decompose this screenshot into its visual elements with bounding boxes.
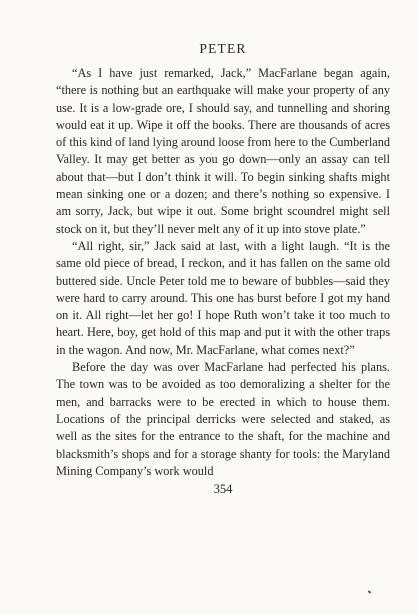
paragraph-2: “All right, sir,” Jack said at last, with a light laugh. “It is the same old piece of bread, I reckon, and it has fallen on the same old buttered side. Uncle Peter told me to beware of bubbles—said they were hard to carry around. This one has burst before I got my hand on it. All right—let her go! I hope Ruth won’t take it too much to heart. Here, boy, get hold of this map and put it with the other traps in the wagon. And now, Mr. MacFarlane, what comes next?” xyxy=(56,238,390,357)
paragraph-3: Before the day was over MacFarlane had perfected his plans. The town was to be avoided as too demoralizing a shelter for the men, and barracks were to be erected in which to house them. Locations of the principal derricks were selected and staked, as well as the sites for the entrance to the shaft, for the machine and blacksmith’s shops and for a storage shanty for tools: the Maryland Mining Company’s work would xyxy=(56,360,390,478)
page-number: 354 xyxy=(213,482,233,497)
paragraph-1: “As I have just remarked, Jack,” MacFarlane began again, “there is nothing but an earthquake will make your property of any use. It is a low-grade ore, I should say, and tunnelling and shoring would eat it up. Wipe it off the books. There are thousands of acres of this kind of land lying around loose from here to the Cumberland Valley. It may get better as you go down—only an assay can tell about that—but I don’t think it will. To begin sinking shafts might mean sinking one or a dozen; and there’s nothing so expensive. I am sorry, Jack, but wipe it out. Some bright scoundrel might sell stock on it, but they’ll never melt any of it up into stove plate.” xyxy=(56,66,390,236)
running-head: PETER xyxy=(199,41,247,56)
paper-speck xyxy=(368,590,372,593)
book-page xyxy=(56,40,390,497)
